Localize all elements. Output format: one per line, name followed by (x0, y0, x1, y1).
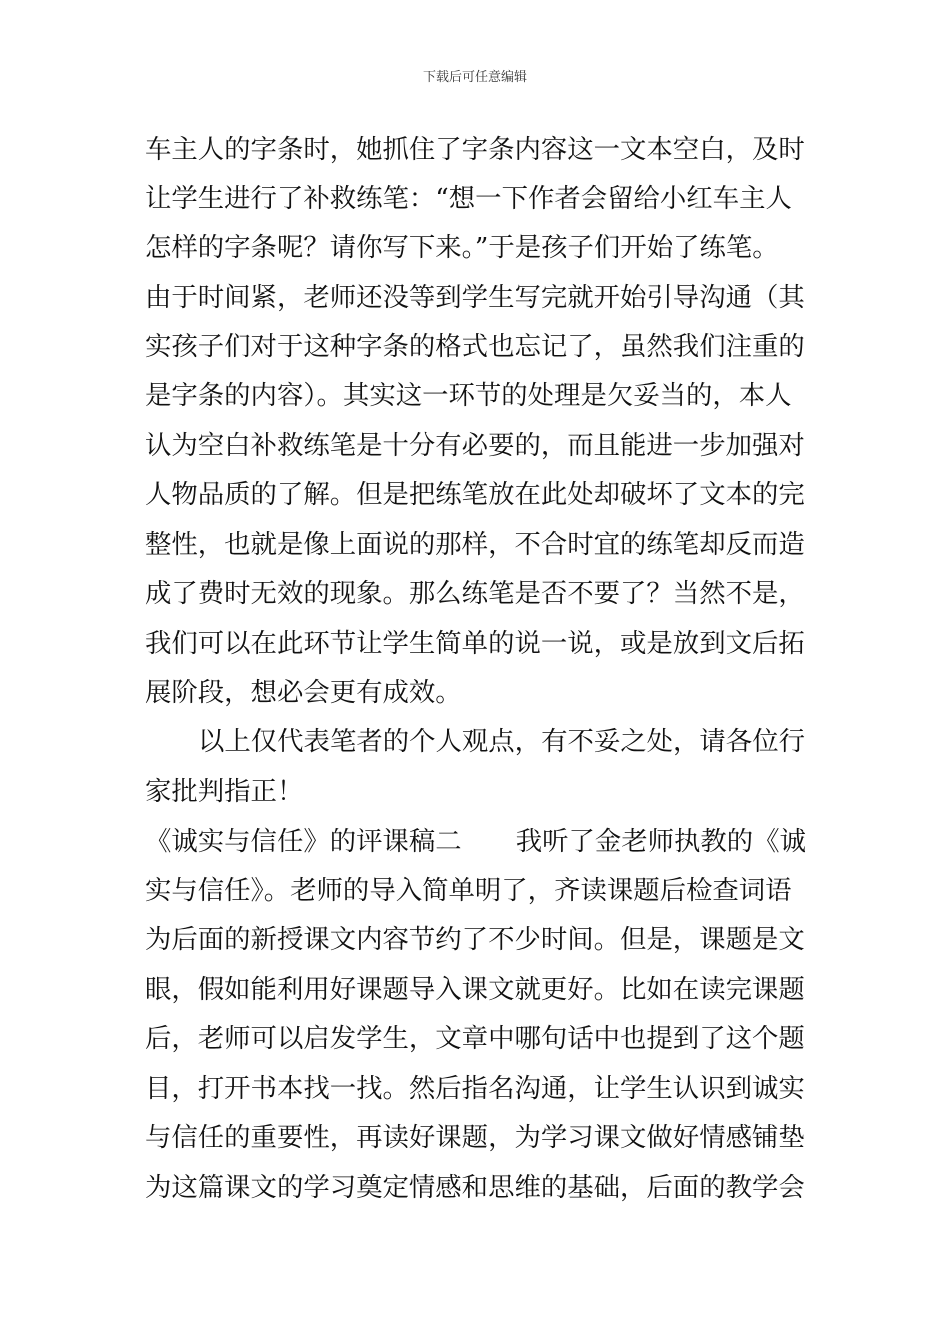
text-line: 实孩子们对于这种字条的格式也忘记了，虽然我们注重的 (145, 331, 805, 362)
section-title: 《诚实与信任》的评课稿二 (145, 826, 462, 857)
text-line: 为这篇课文的学习奠定情感和思维的基础，后面的教学会 (145, 1172, 805, 1203)
text-line: 由于时间紧，老师还没等到学生写完就开始引导沟通（其 (145, 282, 805, 313)
text-line: 让学生进行了补救练笔：“想一下作者会留给小红车主人 (145, 183, 792, 214)
text-line: 为后面的新授课文内容节约了不少时间。但是，课题是文 (145, 924, 805, 955)
text-line: 认为空白补救练笔是十分有必要的，而且能进一步加强对 (145, 430, 805, 461)
text-line: 后，老师可以启发学生，文章中哪句话中也提到了这个题 (145, 1023, 805, 1054)
text-line: 我们可以在此环节让学生简单的说一说，或是放到文后拓 (145, 628, 805, 659)
section-title-line (145, 824, 806, 860)
text-line: 成了费时无效的现象。那么练笔是否不要了？当然不是， (145, 578, 805, 609)
section-first-text: 我听了金老师执教的《诚 (515, 826, 806, 857)
text-line: 与信任的重要性，再读好课题，为学习课文做好情感铺垫 (145, 1122, 805, 1153)
text-line: 车主人的字条时，她抓住了字条内容这一文本空白，及时 (145, 134, 805, 165)
text-line: 眼，假如能利用好课题导入课文就更好。比如在读完课题 (145, 974, 805, 1005)
text-line: 人物品质的了解。但是把练笔放在此处却破坏了文本的完 (145, 479, 805, 510)
paragraph-first-line: 以上仅代表笔者的个人观点，有不妥之处，请各位行 (198, 726, 805, 757)
text-line: 展阶段，想必会更有成效。 (145, 677, 462, 708)
text-line: 目，打开书本找一找。然后指名沟通，让学生认识到诚实 (145, 1073, 805, 1104)
page-header: 下载后可任意编辑 (422, 70, 527, 85)
text-line: 家批判指正！ (145, 776, 304, 807)
text-line: 是字条的内容）。其实这一环节的处理是欠妥当的，本人 (145, 380, 792, 411)
text-line: 怎样的字条呢？请你写下来。”于是孩子们开始了练笔。 (145, 232, 779, 263)
text-line: 实与信任》。老师的导入简单明了，齐读课题后检查词语 (145, 875, 792, 906)
text-line: 整性，也就是像上面说的那样，不合时宜的练笔却反而造 (145, 529, 805, 560)
